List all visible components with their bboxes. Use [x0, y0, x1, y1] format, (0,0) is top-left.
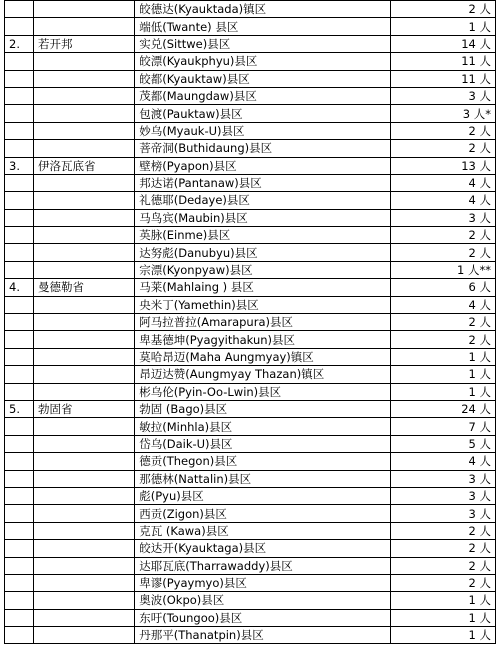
district-name-cell: 奥波(Okpo)县区	[135, 592, 391, 609]
person-count-cell: 11 人	[390, 53, 495, 70]
person-count-cell: 3 人	[390, 87, 495, 104]
table-row	[5, 627, 496, 644]
district-name-cell: 西贡(Zigon)县区	[135, 505, 391, 522]
table-row	[5, 53, 496, 70]
table-row	[5, 18, 496, 35]
person-count-cell: 1 人	[390, 592, 495, 609]
table-row	[5, 609, 496, 626]
row-number-cell	[5, 140, 34, 157]
table-row	[5, 122, 496, 139]
district-name-cell: 勃固 (Bago)县区	[135, 400, 391, 417]
person-count-cell: 1 人**	[390, 261, 495, 278]
table-row	[5, 296, 496, 313]
person-count-cell: 2 人	[390, 244, 495, 261]
row-number-cell	[5, 105, 34, 122]
state-name-cell: 勃固省	[34, 400, 135, 417]
person-count-cell: 24 人	[390, 400, 495, 417]
district-name-cell: 莫哈昂迈(Maha Aungmyay)镇区	[135, 348, 391, 365]
row-number-cell	[5, 53, 34, 70]
state-name-cell	[34, 522, 135, 539]
table-row	[5, 87, 496, 104]
district-name-cell: 克瓦 (Kawa)县区	[135, 522, 391, 539]
row-number-cell	[5, 435, 34, 452]
district-name-cell: 达努彪(Danubyu)县区	[135, 244, 391, 261]
person-count-cell: 13 人	[390, 157, 495, 174]
state-name-cell: 伊洛瓦底省	[34, 157, 135, 174]
person-count-cell: 2 人	[390, 227, 495, 244]
district-name-cell: 茂都(Maungdaw)县区	[135, 87, 391, 104]
district-name-cell: 马鸟宾(Maubin)县区	[135, 209, 391, 226]
table-row	[5, 522, 496, 539]
district-name-cell: 实兑(Sittwe)县区	[135, 35, 391, 52]
table-row	[5, 1, 496, 18]
table-row	[5, 366, 496, 383]
row-number-cell	[5, 574, 34, 591]
row-number-cell: 5.	[5, 400, 34, 417]
state-name-cell	[34, 435, 135, 452]
district-name-cell: 那德林(Nattalin)县区	[135, 470, 391, 487]
person-count-cell: 2 人	[390, 540, 495, 557]
state-name-cell: 曼德勒省	[34, 279, 135, 296]
row-number-cell	[5, 418, 34, 435]
row-number-cell	[5, 296, 34, 313]
district-name-cell: 马莱(Mahlaing ) 县区	[135, 279, 391, 296]
row-number-cell	[5, 314, 34, 331]
table-row	[5, 314, 496, 331]
table-row	[5, 70, 496, 87]
state-name-cell	[34, 609, 135, 626]
row-number-cell	[5, 540, 34, 557]
region-district-table	[4, 0, 496, 644]
state-name-cell	[34, 574, 135, 591]
district-name-cell: 岱乌(Daik-U)县区	[135, 435, 391, 452]
row-number-cell	[5, 192, 34, 209]
person-count-cell: 1 人	[390, 383, 495, 400]
state-name-cell	[34, 53, 135, 70]
person-count-cell: 1 人	[390, 627, 495, 644]
person-count-cell: 2 人	[390, 331, 495, 348]
table-row	[5, 331, 496, 348]
state-name-cell	[34, 505, 135, 522]
person-count-cell: 4 人	[390, 296, 495, 313]
person-count-cell: 1 人	[390, 348, 495, 365]
state-name-cell	[34, 487, 135, 504]
table-row	[5, 192, 496, 209]
table-row	[5, 383, 496, 400]
row-number-cell: 3.	[5, 157, 34, 174]
state-name-cell	[34, 122, 135, 139]
district-name-cell: 壁榜(Pyapon)县区	[135, 157, 391, 174]
table-row	[5, 592, 496, 609]
district-name-cell: 彪(Pyu)县区	[135, 487, 391, 504]
table-row	[5, 418, 496, 435]
table-row	[5, 453, 496, 470]
row-number-cell: 4.	[5, 279, 34, 296]
district-name-cell: 皎德达(Kyauktada)镇区	[135, 1, 391, 18]
state-name-cell: 若开邦	[34, 35, 135, 52]
row-number-cell	[5, 209, 34, 226]
state-name-cell	[34, 383, 135, 400]
state-name-cell	[34, 70, 135, 87]
row-number-cell	[5, 18, 34, 35]
table-row	[5, 505, 496, 522]
district-name-cell: 英脉(Einme)县区	[135, 227, 391, 244]
row-number-cell	[5, 383, 34, 400]
row-number-cell	[5, 487, 34, 504]
person-count-cell: 3 人	[390, 470, 495, 487]
row-number-cell	[5, 87, 34, 104]
district-name-cell: 敏拉(Minhla)县区	[135, 418, 391, 435]
table-row	[5, 105, 496, 122]
table-row	[5, 261, 496, 278]
person-count-cell: 5 人	[390, 435, 495, 452]
row-number-cell	[5, 227, 34, 244]
district-name-cell: 卑谬(Pyaymyo)县区	[135, 574, 391, 591]
state-name-cell	[34, 209, 135, 226]
state-name-cell	[34, 470, 135, 487]
table-row	[5, 487, 496, 504]
district-name-cell: 德贡(Thegon)县区	[135, 453, 391, 470]
table-row	[5, 400, 496, 417]
table-row	[5, 557, 496, 574]
state-name-cell	[34, 261, 135, 278]
table-row	[5, 348, 496, 365]
state-name-cell	[34, 192, 135, 209]
row-number-cell	[5, 592, 34, 609]
person-count-cell: 2 人	[390, 122, 495, 139]
person-count-cell: 11 人	[390, 70, 495, 87]
table-row	[5, 35, 496, 52]
district-name-cell: 丹那平(Thanatpin)县区	[135, 627, 391, 644]
row-number-cell	[5, 1, 34, 18]
state-name-cell	[34, 18, 135, 35]
table-row	[5, 174, 496, 191]
district-name-cell: 宗漂(Kyonpyaw)县区	[135, 261, 391, 278]
person-count-cell: 6 人	[390, 279, 495, 296]
district-name-cell: 皎达开(Kyauktaga)县区	[135, 540, 391, 557]
row-number-cell	[5, 244, 34, 261]
state-name-cell	[34, 557, 135, 574]
district-name-cell: 昂迈达赞(Aungmyay Thazan)镇区	[135, 366, 391, 383]
state-name-cell	[34, 314, 135, 331]
state-name-cell	[34, 174, 135, 191]
person-count-cell: 2 人	[390, 557, 495, 574]
person-count-cell: 7 人	[390, 418, 495, 435]
state-name-cell	[34, 453, 135, 470]
table-row	[5, 540, 496, 557]
row-number-cell	[5, 331, 34, 348]
person-count-cell: 1 人	[390, 366, 495, 383]
row-number-cell	[5, 261, 34, 278]
state-name-cell	[34, 366, 135, 383]
table-row	[5, 470, 496, 487]
district-name-cell: 妙乌(Myauk-U)县区	[135, 122, 391, 139]
state-name-cell	[34, 418, 135, 435]
state-name-cell	[34, 87, 135, 104]
state-name-cell	[34, 296, 135, 313]
district-name-cell: 皎都(Kyauktaw)县区	[135, 70, 391, 87]
row-number-cell	[5, 174, 34, 191]
row-number-cell	[5, 122, 34, 139]
row-number-cell	[5, 70, 34, 87]
person-count-cell: 3 人	[390, 505, 495, 522]
state-name-cell	[34, 331, 135, 348]
district-name-cell: 端低(Twante) 县区	[135, 18, 391, 35]
district-name-cell: 东吁(Toungoo)县区	[135, 609, 391, 626]
row-number-cell	[5, 470, 34, 487]
district-name-cell: 彬乌伦(Pyin-Oo-Lwin)县区	[135, 383, 391, 400]
district-name-cell: 达耶瓦底(Tharrawaddy)县区	[135, 557, 391, 574]
person-count-cell: 3 人	[390, 487, 495, 504]
district-name-cell: 邦达诺(Pantanaw)县区	[135, 174, 391, 191]
district-name-cell: 皎漂(Kyaukphyu)县区	[135, 53, 391, 70]
person-count-cell: 2 人	[390, 574, 495, 591]
row-number-cell	[5, 505, 34, 522]
district-name-cell: 央米丁(Yamethin)县区	[135, 296, 391, 313]
person-count-cell: 1 人	[390, 18, 495, 35]
district-name-cell: 礼德耶(Dedaye)县区	[135, 192, 391, 209]
table-row	[5, 140, 496, 157]
state-name-cell	[34, 540, 135, 557]
table-row	[5, 209, 496, 226]
table-row	[5, 227, 496, 244]
person-count-cell: 2 人	[390, 314, 495, 331]
person-count-cell: 3 人	[390, 209, 495, 226]
state-name-cell	[34, 348, 135, 365]
state-name-cell	[34, 140, 135, 157]
table-row	[5, 279, 496, 296]
state-name-cell	[34, 1, 135, 18]
table-row	[5, 574, 496, 591]
state-name-cell	[34, 244, 135, 261]
person-count-cell: 4 人	[390, 192, 495, 209]
person-count-cell: 2 人	[390, 140, 495, 157]
person-count-cell: 4 人	[390, 174, 495, 191]
table-row	[5, 157, 496, 174]
table-body	[5, 1, 496, 644]
person-count-cell: 2 人	[390, 1, 495, 18]
state-name-cell	[34, 227, 135, 244]
row-number-cell	[5, 627, 34, 644]
row-number-cell	[5, 522, 34, 539]
row-number-cell	[5, 557, 34, 574]
person-count-cell: 1 人	[390, 609, 495, 626]
district-name-cell: 卑基德坤(Pyagyithakun)县区	[135, 331, 391, 348]
table-row	[5, 435, 496, 452]
person-count-cell: 4 人	[390, 453, 495, 470]
state-name-cell	[34, 627, 135, 644]
person-count-cell: 3 人*	[390, 105, 495, 122]
district-name-cell: 阿马拉普拉(Amarapura)县区	[135, 314, 391, 331]
row-number-cell	[5, 348, 34, 365]
row-number-cell	[5, 366, 34, 383]
person-count-cell: 2 人	[390, 522, 495, 539]
person-count-cell: 14 人	[390, 35, 495, 52]
row-number-cell: 2.	[5, 35, 34, 52]
row-number-cell	[5, 453, 34, 470]
state-name-cell	[34, 105, 135, 122]
table-row	[5, 244, 496, 261]
district-name-cell: 菩帝洞(Buthidaung)县区	[135, 140, 391, 157]
district-name-cell: 包渡(Pauktaw)县区	[135, 105, 391, 122]
row-number-cell	[5, 609, 34, 626]
state-name-cell	[34, 592, 135, 609]
